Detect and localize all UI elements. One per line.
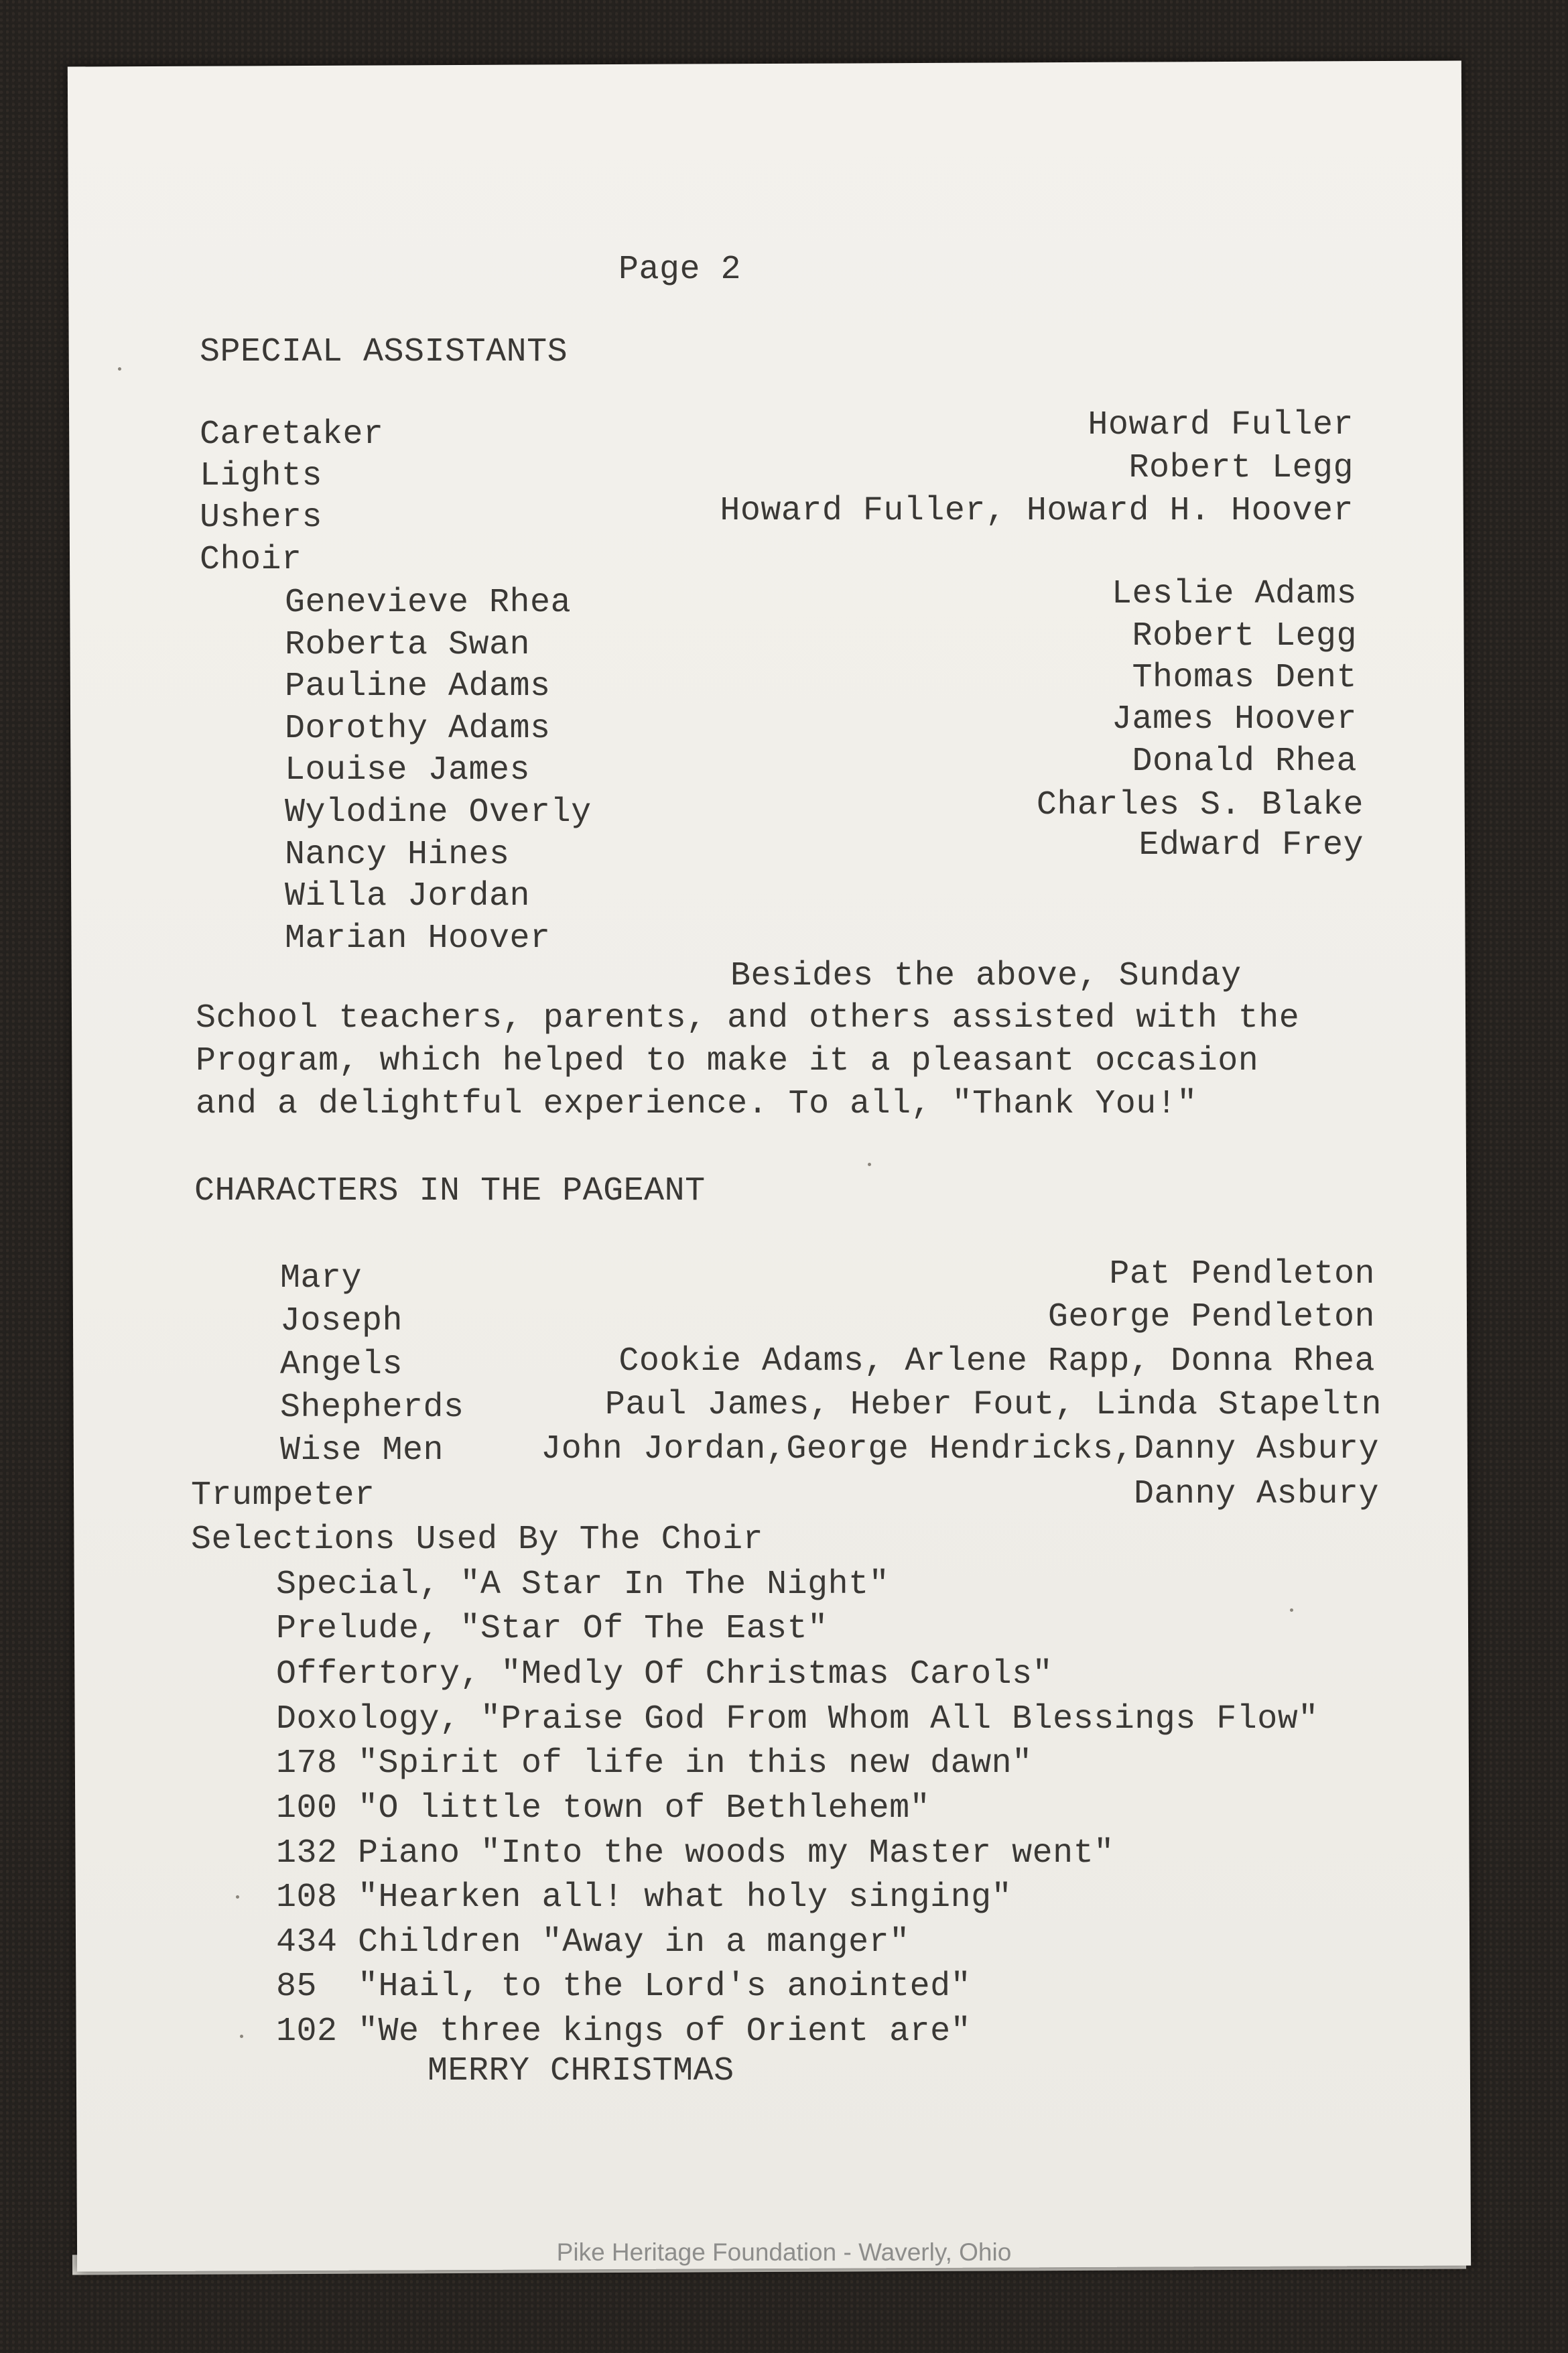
watermark-caption: Pike Heritage Foundation - Waverly, Ohio: [556, 2238, 1012, 2266]
choir-member: James Hoover: [1111, 700, 1357, 739]
selection-item: 108 "Hearken all! what holy singing": [276, 1879, 1012, 1917]
page-number: Page 2: [618, 251, 742, 289]
role-label: Ushers: [200, 499, 323, 537]
choir-member: Willa Jordan: [285, 877, 531, 915]
cast-name: John Jordan,George Hendricks,Danny Asbury: [541, 1430, 1379, 1468]
choir-member: Genevieve Rhea: [285, 584, 572, 622]
cast-name: Danny Asbury: [1133, 1475, 1379, 1513]
choir-member: Pauline Adams: [285, 667, 551, 706]
selections-heading: Selections Used By The Choir: [191, 1521, 764, 1559]
choir-member: Nancy Hines: [285, 836, 510, 874]
selection-item: Prelude, "Star Of The East": [276, 1610, 828, 1648]
thanks-line: Besides the above, Sunday: [730, 957, 1242, 995]
paper-speck: [240, 2035, 243, 2038]
role-name: Howard Fuller: [1088, 406, 1354, 444]
selection-item: 178 "Spirit of life in this new dawn": [276, 1744, 1033, 1783]
cast-name: Pat Pendleton: [1109, 1255, 1375, 1293]
choir-member: Marian Hoover: [285, 919, 551, 958]
special-assistants-heading: SPECIAL ASSISTANTS: [200, 333, 568, 371]
paper-speck: [868, 1163, 871, 1166]
cast-name: Paul James, Heber Fout, Linda Stapeltn: [604, 1386, 1382, 1424]
paper-speck: [236, 1895, 239, 1899]
selection-item: 102 "We three kings of Orient are": [276, 2013, 972, 2051]
selection-item: 85 "Hail, to the Lord's anointed": [276, 1968, 972, 2006]
cast-role: Shepherds: [280, 1389, 464, 1427]
role-label: Choir: [200, 541, 302, 579]
choir-member: Thomas Dent: [1132, 659, 1357, 697]
thanks-line: School teachers, parents, and others assisted with the: [196, 999, 1300, 1037]
selection-item: 434 Children "Away in a manger": [276, 1923, 910, 1962]
cast-name: Cookie Adams, Arlene Rapp, Donna Rhea: [618, 1342, 1375, 1381]
selection-item: 100 "O little town of Bethlehem": [276, 1789, 931, 1828]
choir-member: Robert Legg: [1132, 617, 1357, 655]
choir-member: Charles S. Blake: [1036, 786, 1364, 824]
role-name: Robert Legg: [1128, 449, 1354, 487]
characters-heading: CHARACTERS IN THE PAGEANT: [194, 1172, 706, 1210]
role-label: Caretaker: [200, 416, 384, 454]
selection-item: 132 Piano "Into the woods my Master went": [276, 1834, 1114, 1872]
role-name: Howard Fuller, Howard H. Hoover: [720, 492, 1354, 530]
cast-role: Angels: [280, 1346, 403, 1384]
closing-greeting: MERRY CHRISTMAS: [428, 2052, 734, 2090]
cast-name: George Pendleton: [1047, 1298, 1375, 1336]
selection-item: Special, "A Star In The Night": [276, 1566, 890, 1604]
thanks-line: and a delightful experience. To all, "Thank You!": [196, 1085, 1197, 1123]
choir-member: Wylodine Overly: [285, 793, 592, 832]
paper-speck: [1290, 1608, 1293, 1612]
choir-member: Dorothy Adams: [285, 710, 551, 748]
paper-speck: [118, 367, 121, 371]
selection-item: Offertory, "Medly Of Christmas Carols": [276, 1655, 1053, 1694]
cast-role: Wise Men: [280, 1432, 444, 1470]
choir-member: Leslie Adams: [1111, 575, 1357, 613]
cast-role: Trumpeter: [191, 1476, 375, 1515]
choir-member: Roberta Swan: [285, 626, 531, 664]
cast-role: Joseph: [280, 1302, 403, 1340]
choir-member: Louise James: [285, 751, 531, 789]
choir-member: Edward Frey: [1138, 826, 1364, 865]
cast-role: Mary: [280, 1259, 363, 1297]
choir-member: Donald Rhea: [1132, 743, 1357, 781]
selection-item: Doxology, "Praise God From Whom All Blessings Flow": [276, 1700, 1319, 1738]
role-label: Lights: [200, 457, 323, 495]
thanks-line: Program, which helped to make it a pleasant occasion: [196, 1042, 1259, 1080]
